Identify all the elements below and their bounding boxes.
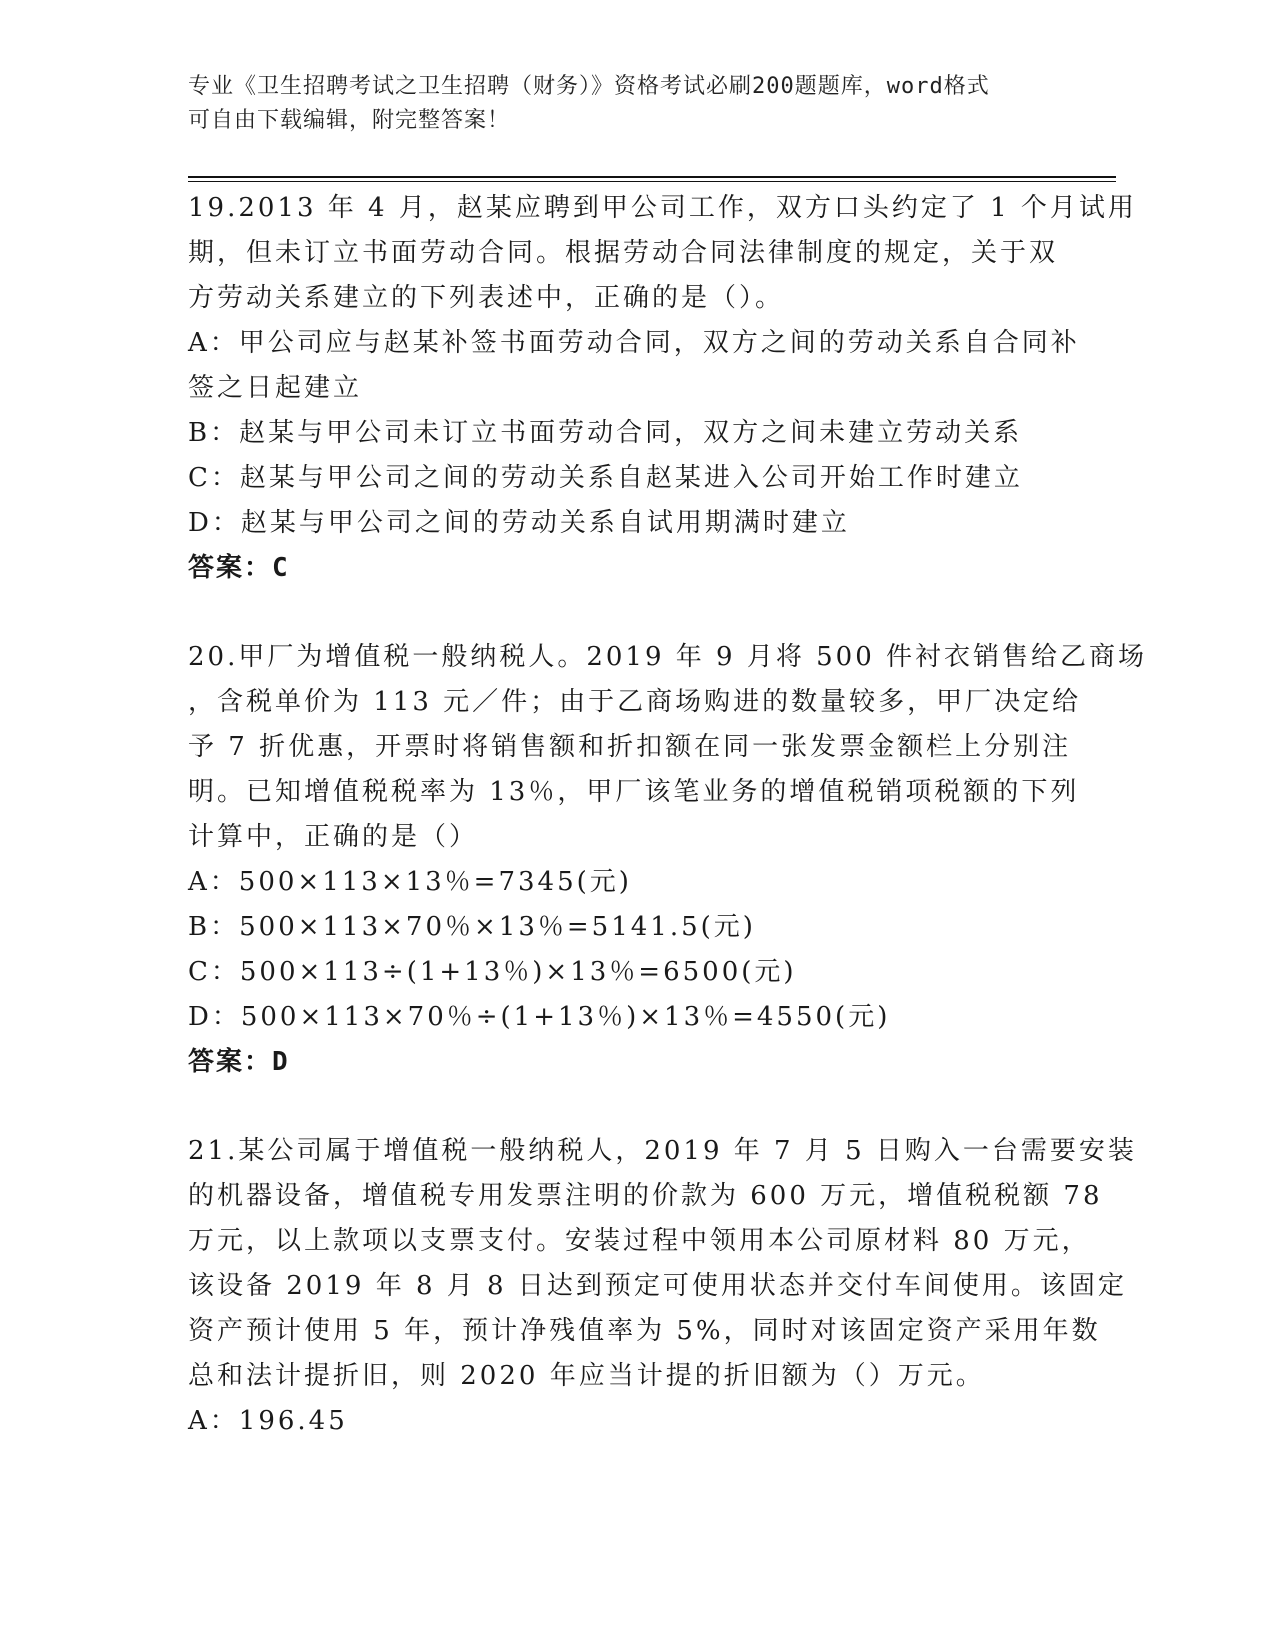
header-line-1: 专业《卫生招聘考试之卫生招聘（财务）》资格考试必刷200题题库，word格式 bbox=[188, 74, 990, 99]
option-b: B：赵某与甲公司未订立书面劳动合同，双方之间未建立劳动关系 bbox=[188, 418, 1023, 448]
option-a: A：500×113×13％=7345(元) bbox=[188, 867, 632, 897]
question-text-line: 该设备 2019 年 8 月 8 日达到预定可使用状态并交付车间使用。该固定 bbox=[188, 1271, 1127, 1301]
question-text-line: 期，但未订立书面劳动合同。根据劳动合同法律制度的规定，关于双 bbox=[188, 238, 1059, 268]
question-text-line: 计算中，正确的是（） bbox=[188, 822, 479, 852]
question-text-line: ，含税单价为 113 元／件；由于乙商场购进的数量较多，甲厂决定给 bbox=[188, 687, 1082, 717]
option-a bbox=[188, 321, 1088, 411]
answer-label: 答案：C bbox=[188, 553, 290, 583]
question-text-line: 总和法计提折旧，则 2020 年应当计提的折旧额为（）万元。 bbox=[188, 1361, 985, 1391]
question-21 bbox=[188, 1129, 1137, 1444]
answer-label: 答案：D bbox=[188, 1047, 290, 1077]
question-text-line: 明。已知增值税税率为 13％，甲厂该笔业务的增值税销项税额的下列 bbox=[188, 777, 1080, 807]
question-text-line: 21.某公司属于增值税一般纳税人，2019 年 7 月 5 日购入一台需要安装 bbox=[188, 1136, 1137, 1166]
question-text-line: 资产预计使用 5 年，预计净残值率为 5%，同时对该固定资产采用年数 bbox=[188, 1316, 1101, 1346]
question-list bbox=[188, 186, 1148, 1488]
option-text-line: 签之日起建立 bbox=[188, 373, 363, 403]
question-text-line: 19.2013 年 4 月，赵某应聘到甲公司工作，双方口头约定了 1 个月试用 bbox=[188, 193, 1137, 223]
question-20 bbox=[188, 635, 1148, 1085]
question-text-line: 予 7 折优惠，开票时将销售额和折扣额在同一张发票金额栏上分别注 bbox=[188, 732, 1072, 762]
option-c: C：赵某与甲公司之间的劳动关系自赵某进入公司开始工作时建立 bbox=[188, 463, 1023, 493]
option-d: D：赵某与甲公司之间的劳动关系自试用期满时建立 bbox=[188, 508, 850, 538]
header-rule-thick bbox=[188, 176, 1116, 178]
option-a: A：196.45 bbox=[188, 1406, 348, 1436]
option-b: B：500×113×70％×13％=5141.5(元) bbox=[188, 912, 756, 942]
question-text-line: 方劳动关系建立的下列表述中，正确的是（）。 bbox=[188, 283, 785, 313]
question-19 bbox=[188, 186, 1137, 591]
option-d: D：500×113×70％÷(1+13％)×13％=4550(元) bbox=[188, 1002, 891, 1032]
option-c: C：500×113÷(1+13％)×13％=6500(元) bbox=[188, 957, 797, 987]
question-text-line: 的机器设备，增值税专用发票注明的价款为 600 万元，增值税税额 78 bbox=[188, 1181, 1103, 1211]
header-line-2: 可自由下载编辑，附完整答案！ bbox=[188, 108, 511, 133]
option-text-line: A：甲公司应与赵某补签书面劳动合同，双方之间的劳动关系自合同补 bbox=[188, 328, 1080, 358]
header-rule-thin bbox=[188, 181, 1116, 182]
question-text-line: 万元，以上款项以支票支付。安装过程中领用本公司原材料 80 万元， bbox=[188, 1226, 1091, 1256]
page-header bbox=[188, 70, 1088, 138]
question-text-line: 20.甲厂为增值税一般纳税人。2019 年 9 月将 500 件衬衣销售给乙商场 bbox=[188, 642, 1148, 672]
